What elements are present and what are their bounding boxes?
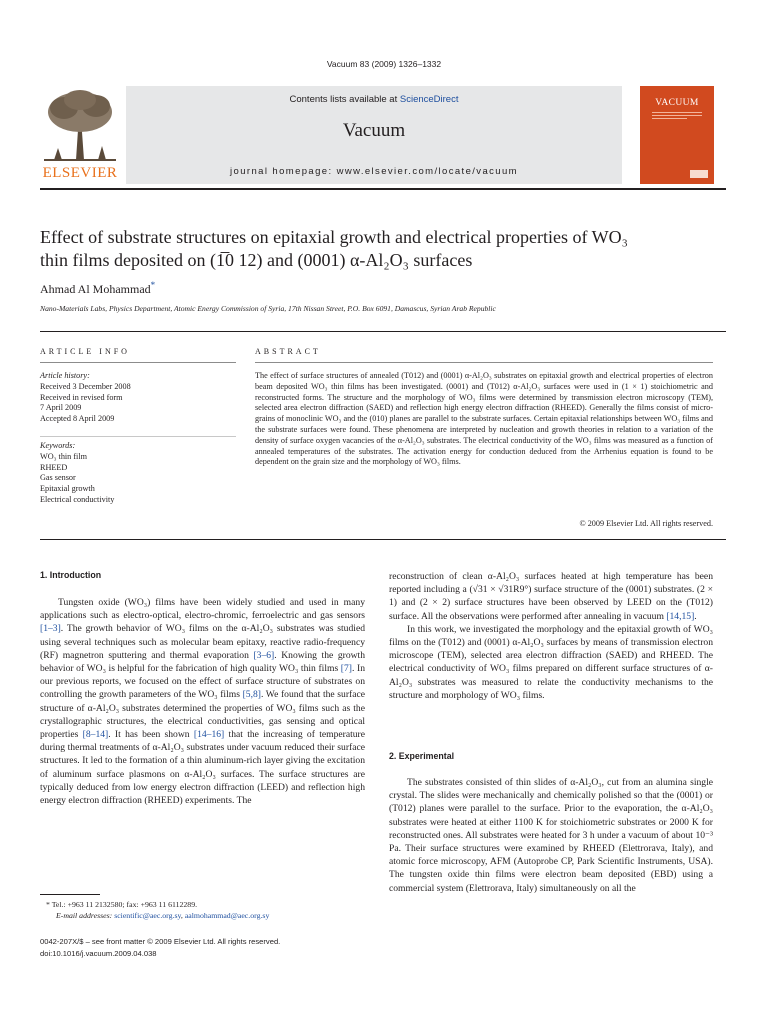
citation-link[interactable]: [14,15] [666,610,695,622]
author-footnote [46,900,366,921]
cover-title: VACUUM [655,98,699,108]
sciencedirect-link[interactable]: ScienceDirect [399,94,459,105]
experimental-body [389,776,713,895]
keyword-item: Gas sensor [40,473,76,483]
author-text: Ahmad Al Mohammad [40,282,151,296]
abstract-rule [255,362,713,363]
introduction-body [40,596,365,807]
citation-link[interactable]: [1–3] [40,623,61,635]
footnote-tel: * Tel.: +963 11 2132580; fax: +963 11 6112289. [46,900,198,909]
author-affiliation: Nano-Materials Labs, Physics Department, Atomic Energy Commission of Syria, 17th Nissan Street, P.O. Box 6091, Damascus, Syrian Arab Republic [40,304,496,313]
citation-link[interactable]: [5,8] [242,689,261,701]
cover-footer-mark [690,170,708,178]
citation-link[interactable]: [14–16] [193,729,225,741]
intro-text: that the increasing of temperature during thermal treatments of α-Al₂O₃ substrates under vacuum reduced their surface structures. It led to the formation of a thin aluminum-rich layer giving the excitation of aluminum surface plasmons on α-Al₂O₃ surfaces. The surface structures are typically deduced from low energy electron diffraction (LEED) and reflection high energy electron diffraction (RHEED) experiments. The [40,729,366,807]
right-column-text [389,570,713,702]
corresponding-author-mark[interactable]: * [150,280,156,290]
experimental-paragraph: The substrates consisted of thin slides of α-Al₂O₃, cut from an alumina single crystal. The slides were mechanically and chemically polished so that the (0001) or (T012) planes were parallel to the surface. Prior to the evaporation, the α-Al₂O₃ substrates were heated at either 1100 K for stoichiometric substrates or 2000 K for reconstructed ones. All substrates were heated for 3 h under a vacuum of about 10⁻³ Pa. Their surface structures were examined by RHEED (Elettrorava, Italy), and atomic force microscopy, AFM (Autoprobe CP, Park Scientific Instruments, USA). The tungsten oxide thin films were electron beam deposited (EBD) using a commercial system (Elettrorava, Italy) simultaneously on all the [389,777,713,894]
journal-title: Vacuum [342,120,406,141]
history-revised-date: 7 April 2009 [40,403,82,413]
email-separator: , [180,910,185,920]
abstract-copyright: © 2009 Elsevier Ltd. All rights reserved. [579,519,713,528]
footnote-emails [46,911,366,922]
author-name [40,280,155,297]
history-revised: Received in revised form [40,392,123,402]
history-accepted: Accepted 8 April 2009 [40,414,115,424]
header-divider [40,188,726,190]
history-received: Received 3 December 2008 [40,381,131,391]
keywords-rule [40,436,236,437]
article-info-heading: ARTICLE INFO [40,347,130,356]
citation-link[interactable]: [3–6] [253,649,275,661]
contents-prefix: Contents lists available at [289,94,400,105]
experimental-heading: 2. Experimental [389,751,455,761]
keyword-item: Epitaxial growth [40,484,95,494]
cover-decoration [652,112,702,121]
keywords [40,441,236,506]
journal-citation: Vacuum 83 (2009) 1326–1332 [326,59,442,69]
article-info-rule [40,362,236,363]
introduction-heading: 1. Introduction [40,570,102,580]
abstract-divider [40,539,726,540]
abstract-heading: ABSTRACT [255,347,321,356]
keyword-item: Electrical conductivity [40,494,115,504]
title-divider [40,331,726,332]
footnote-divider [40,894,100,895]
body-text: reconstruction of clean α-Al₂O₃ surfaces heated at high temperature has been reported including a (√31 × √31R9°) surface structure of the (0001) substrates. (2 × 1) and (2 × 2) surface structures have been observed by LEED on the (T012) surface. All the observations were performed after annealing in vacuum [389,571,713,622]
body-text: . [694,610,697,622]
front-matter-notice [40,936,440,960]
keyword-item: RHEED [40,462,68,472]
citation-link[interactable]: [8–14] [82,729,109,741]
elsevier-logo-text: ELSEVIER [42,165,118,181]
citation-link[interactable]: [7] [340,663,352,675]
keyword-item: WO₃ thin film [40,451,87,461]
email-link-2[interactable]: aalmohammad@aec.org.sy [184,910,270,920]
intro-text: . In our previous reports, we focused on the effect of surface structure of substrates on controlling the growth parameters of the WO₃ films [40,663,365,701]
keywords-label: Keywords: [40,441,76,450]
intro-text: . The growth behavior of WO₃ films on the α-Al₂O₃ substrates was studied using several techniques such as molecular beam epitaxy, reactive radio-frequency (RF) magnetron sputtering and thermal evaporation [40,623,365,661]
abstract-body: The effect of surface structures of annealed (T012) and (0001) α-Al₂O₃ substrates on epitaxial growth and electrical properties of electron beam deposited WO₃ thin films has been investigated. (0001) and (T012) α-Al₂O₃ surfaces were used in (1 × 1) stoichiometric and reconstructed forms. The structure and the morphology of WO₃ films were determined by transmission electron microscopy (TEM), selected area electron diffraction (SAED) and reflection high energy electron diffraction (RHEED). Generally the films consist of micro-grains of monoclinic WO₃ and the (010) planes are parallel to the substrate surfaces. Certain epitaxial relationships between WO₃ films and the substrate surfaces were found. These phenomena are interpreted by nucleation and growth theories in relation to a variation of the density of surface oxygen vacancies of the α-Al₂O₃ substrates. The electrical conductivity of the WO₃ films was measured as a function of annealed temperatures of the substrates. The activation energy for conduction deduced from the Arrhenius equation is found to be dependent on the grain size and the morphology of WO₃ films. [255,371,713,467]
intro-text: . Knowing the growth behavior of WO₃ is helpful for the fabrication of high quality WO₃ thin films [40,649,366,675]
paper-title-line-1: Effect of substrate structures on epitaxial growth and electrical properties of WO₃ [40,227,628,247]
article-history [40,371,236,425]
contents-line [126,94,622,105]
doi-line[interactable]: doi:10.1016/j.vacuum.2009.04.038 [40,949,157,958]
email-link-1[interactable]: scientific@aec.org.sy [114,910,181,920]
paper-title-line-2: thin films deposited on (1̅0 12) and (0001) α-Al₂O₃ surfaces [40,250,473,270]
journal-homepage[interactable]: journal homepage: www.elsevier.com/locate/vacuum [230,166,518,177]
issn-line: 0042-207X/$ – see front matter © 2009 Elsevier Ltd. All rights reserved. [40,937,281,946]
email-label: E-mail addresses: [56,910,115,920]
history-label: Article history: [40,371,90,380]
intro-text: . We found that the surface structure of α-Al₂O₃ substrates determined the properties of WO₃ films such as the crystallographic structures, the electrical conductivities, gas sensing and optical properties [40,689,365,741]
introduction-paragraph [40,596,365,807]
continuation-paragraph [389,570,713,623]
work-paragraph: In this work, we investigated the morphology and the epitaxial growth of WO₃ films on the (T012) and (0001) α-Al₂O₃ surfaces by means of transmission electron microscope (TEM), selected area electron diffraction (SAED) and RHEED. The electrical conductivity of WO₃ films prepared on different surface structures of α-Al₂O₃ substrates was measured to relate the conductivity mechanisms to the structure and morphology of WO₃ films. [389,623,713,701]
paper-title [40,226,740,272]
intro-text: . It has been shown [108,729,194,741]
intro-text: Tungsten oxide (WO₃) films have been widely studied and used in many applications such as electro-optical, electro-chromic, ferroelectric and gas sensors [40,597,365,622]
